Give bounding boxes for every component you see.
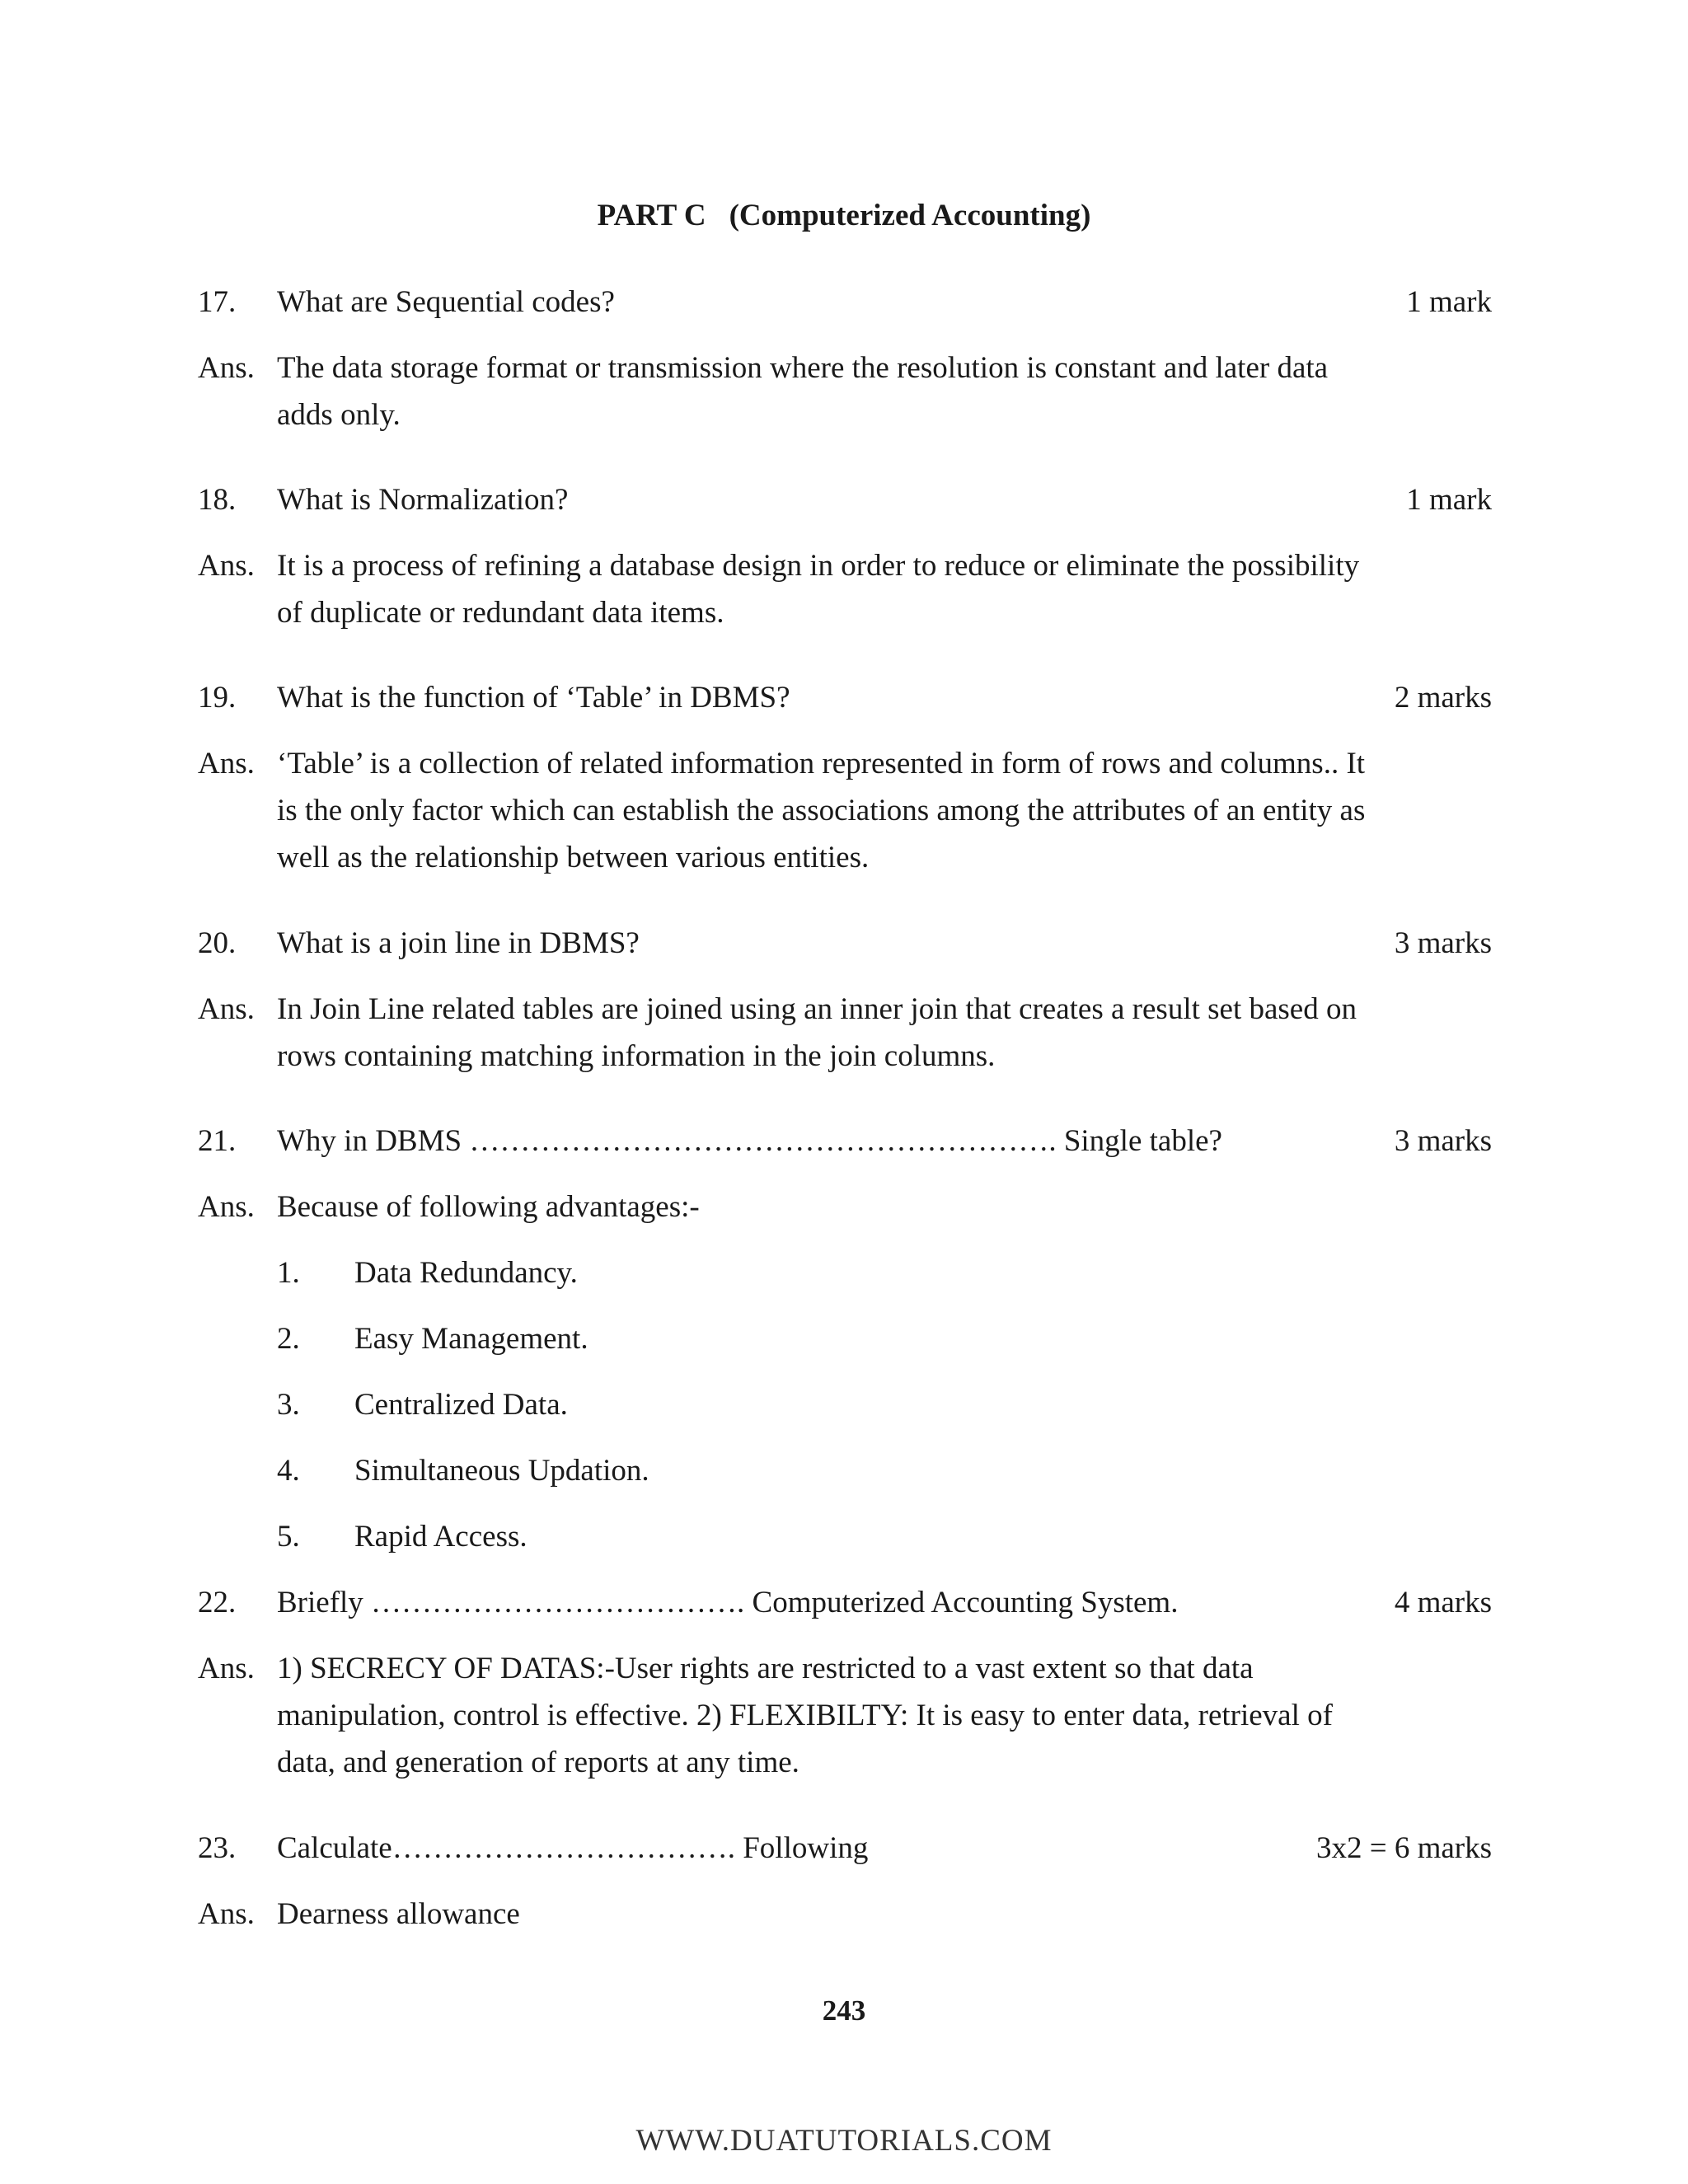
list-item-text: Centralized Data. bbox=[354, 1388, 568, 1422]
question-number: 20. bbox=[198, 926, 237, 960]
question-text: What is the function of ‘Table’ in DBMS? bbox=[277, 681, 790, 715]
answer-17 bbox=[198, 344, 1492, 438]
list-item bbox=[277, 1513, 528, 1560]
list-item-text: Simultaneous Updation. bbox=[354, 1454, 649, 1488]
answer-text: Dearness allowance bbox=[277, 1897, 520, 1931]
question-19 bbox=[198, 674, 1492, 721]
page-number: 243 bbox=[822, 1994, 866, 2027]
part-label: PART C bbox=[597, 199, 706, 232]
answer-label: Ans. bbox=[198, 747, 255, 780]
answer-22 bbox=[198, 1645, 1492, 1786]
answer-19 bbox=[198, 740, 1492, 881]
question-marks: 2 marks bbox=[1394, 681, 1492, 715]
question-18 bbox=[198, 476, 1492, 523]
subject-label: (Computerized Accounting) bbox=[729, 199, 1091, 232]
question-number: 23. bbox=[198, 1831, 237, 1865]
question-text: Calculate……………………………. Following bbox=[277, 1831, 869, 1865]
list-item-text: Data Redundancy. bbox=[354, 1256, 578, 1290]
question-text: What is a join line in DBMS? bbox=[277, 926, 640, 960]
question-number: 19. bbox=[198, 681, 237, 715]
list-item-text: Easy Management. bbox=[354, 1322, 588, 1356]
list-item-text: Rapid Access. bbox=[354, 1520, 528, 1554]
question-17 bbox=[198, 279, 1492, 326]
list-item-number: 4. bbox=[277, 1454, 300, 1488]
answer-text: In Join Line related tables are joined using an inner join that creates a result set based on rows containing matching information in the join columns. bbox=[277, 992, 1357, 1073]
question-23 bbox=[198, 1825, 1492, 1872]
answer-18 bbox=[198, 542, 1492, 636]
question-marks: 3x2 = 6 marks bbox=[1315, 1831, 1492, 1865]
answer-text: The data storage format or transmission where the resolution is constant and later data adds only. bbox=[277, 351, 1329, 432]
answer-20 bbox=[198, 986, 1492, 1080]
question-marks: 3 marks bbox=[1394, 926, 1492, 960]
answer-label: Ans. bbox=[198, 1897, 255, 1931]
answer-text: It is a process of refining a database design in order to reduce or eliminate the possibility of duplicate or redundant data items. bbox=[277, 549, 1360, 630]
question-marks: 1 mark bbox=[1406, 483, 1492, 517]
question-20 bbox=[198, 920, 1492, 967]
answer-label: Ans. bbox=[198, 1190, 255, 1224]
question-number: 22. bbox=[198, 1586, 237, 1619]
question-number: 21. bbox=[198, 1124, 237, 1158]
answer-label: Ans. bbox=[198, 1652, 255, 1685]
answer-21 bbox=[198, 1183, 1492, 1230]
answer-text: ‘Table’ is a collection of related information represented in form of rows and columns.. It is the only factor which can establish the associations among the attributes of an entity as well as the relationship between various entities. bbox=[277, 747, 1366, 874]
answer-23 bbox=[198, 1891, 1492, 1938]
answer-text: Because of following advantages:- bbox=[277, 1190, 700, 1224]
list-item-number: 3. bbox=[277, 1388, 300, 1422]
question-text: What is Normalization? bbox=[277, 483, 569, 517]
question-21 bbox=[198, 1118, 1492, 1165]
answer-label: Ans. bbox=[198, 351, 255, 385]
list-item bbox=[277, 1315, 588, 1362]
list-item-number: 2. bbox=[277, 1322, 300, 1356]
question-text: Why in DBMS …………………………………………………. Single table? bbox=[277, 1124, 1222, 1158]
answer-label: Ans. bbox=[198, 549, 255, 583]
question-text: Briefly ………………………………. Computerized Accounting System. bbox=[277, 1586, 1179, 1619]
list-item-number: 5. bbox=[277, 1520, 300, 1554]
question-text: What are Sequential codes? bbox=[277, 285, 615, 319]
question-marks: 1 mark bbox=[1406, 285, 1492, 319]
question-number: 17. bbox=[198, 285, 237, 319]
question-22 bbox=[198, 1579, 1492, 1626]
list-item-number: 1. bbox=[277, 1256, 300, 1290]
answer-label: Ans. bbox=[198, 992, 255, 1026]
list-item bbox=[277, 1381, 568, 1428]
answer-text: 1) SECRECY OF DATAS:-User rights are restricted to a vast extent so that data manipulation, control is effective. 2) FLEXIBILTY: It is easy to enter data, retrieval of data, and generation of reports at any time. bbox=[277, 1652, 1333, 1779]
question-number: 18. bbox=[198, 483, 237, 517]
list-item bbox=[277, 1249, 578, 1296]
page-title bbox=[0, 198, 1688, 233]
list-item bbox=[277, 1447, 649, 1494]
question-marks: 3 marks bbox=[1394, 1124, 1492, 1158]
question-marks: 4 marks bbox=[1394, 1586, 1492, 1619]
footer-url[interactable]: WWW.DUATUTORIALS.COM bbox=[635, 2124, 1053, 2158]
